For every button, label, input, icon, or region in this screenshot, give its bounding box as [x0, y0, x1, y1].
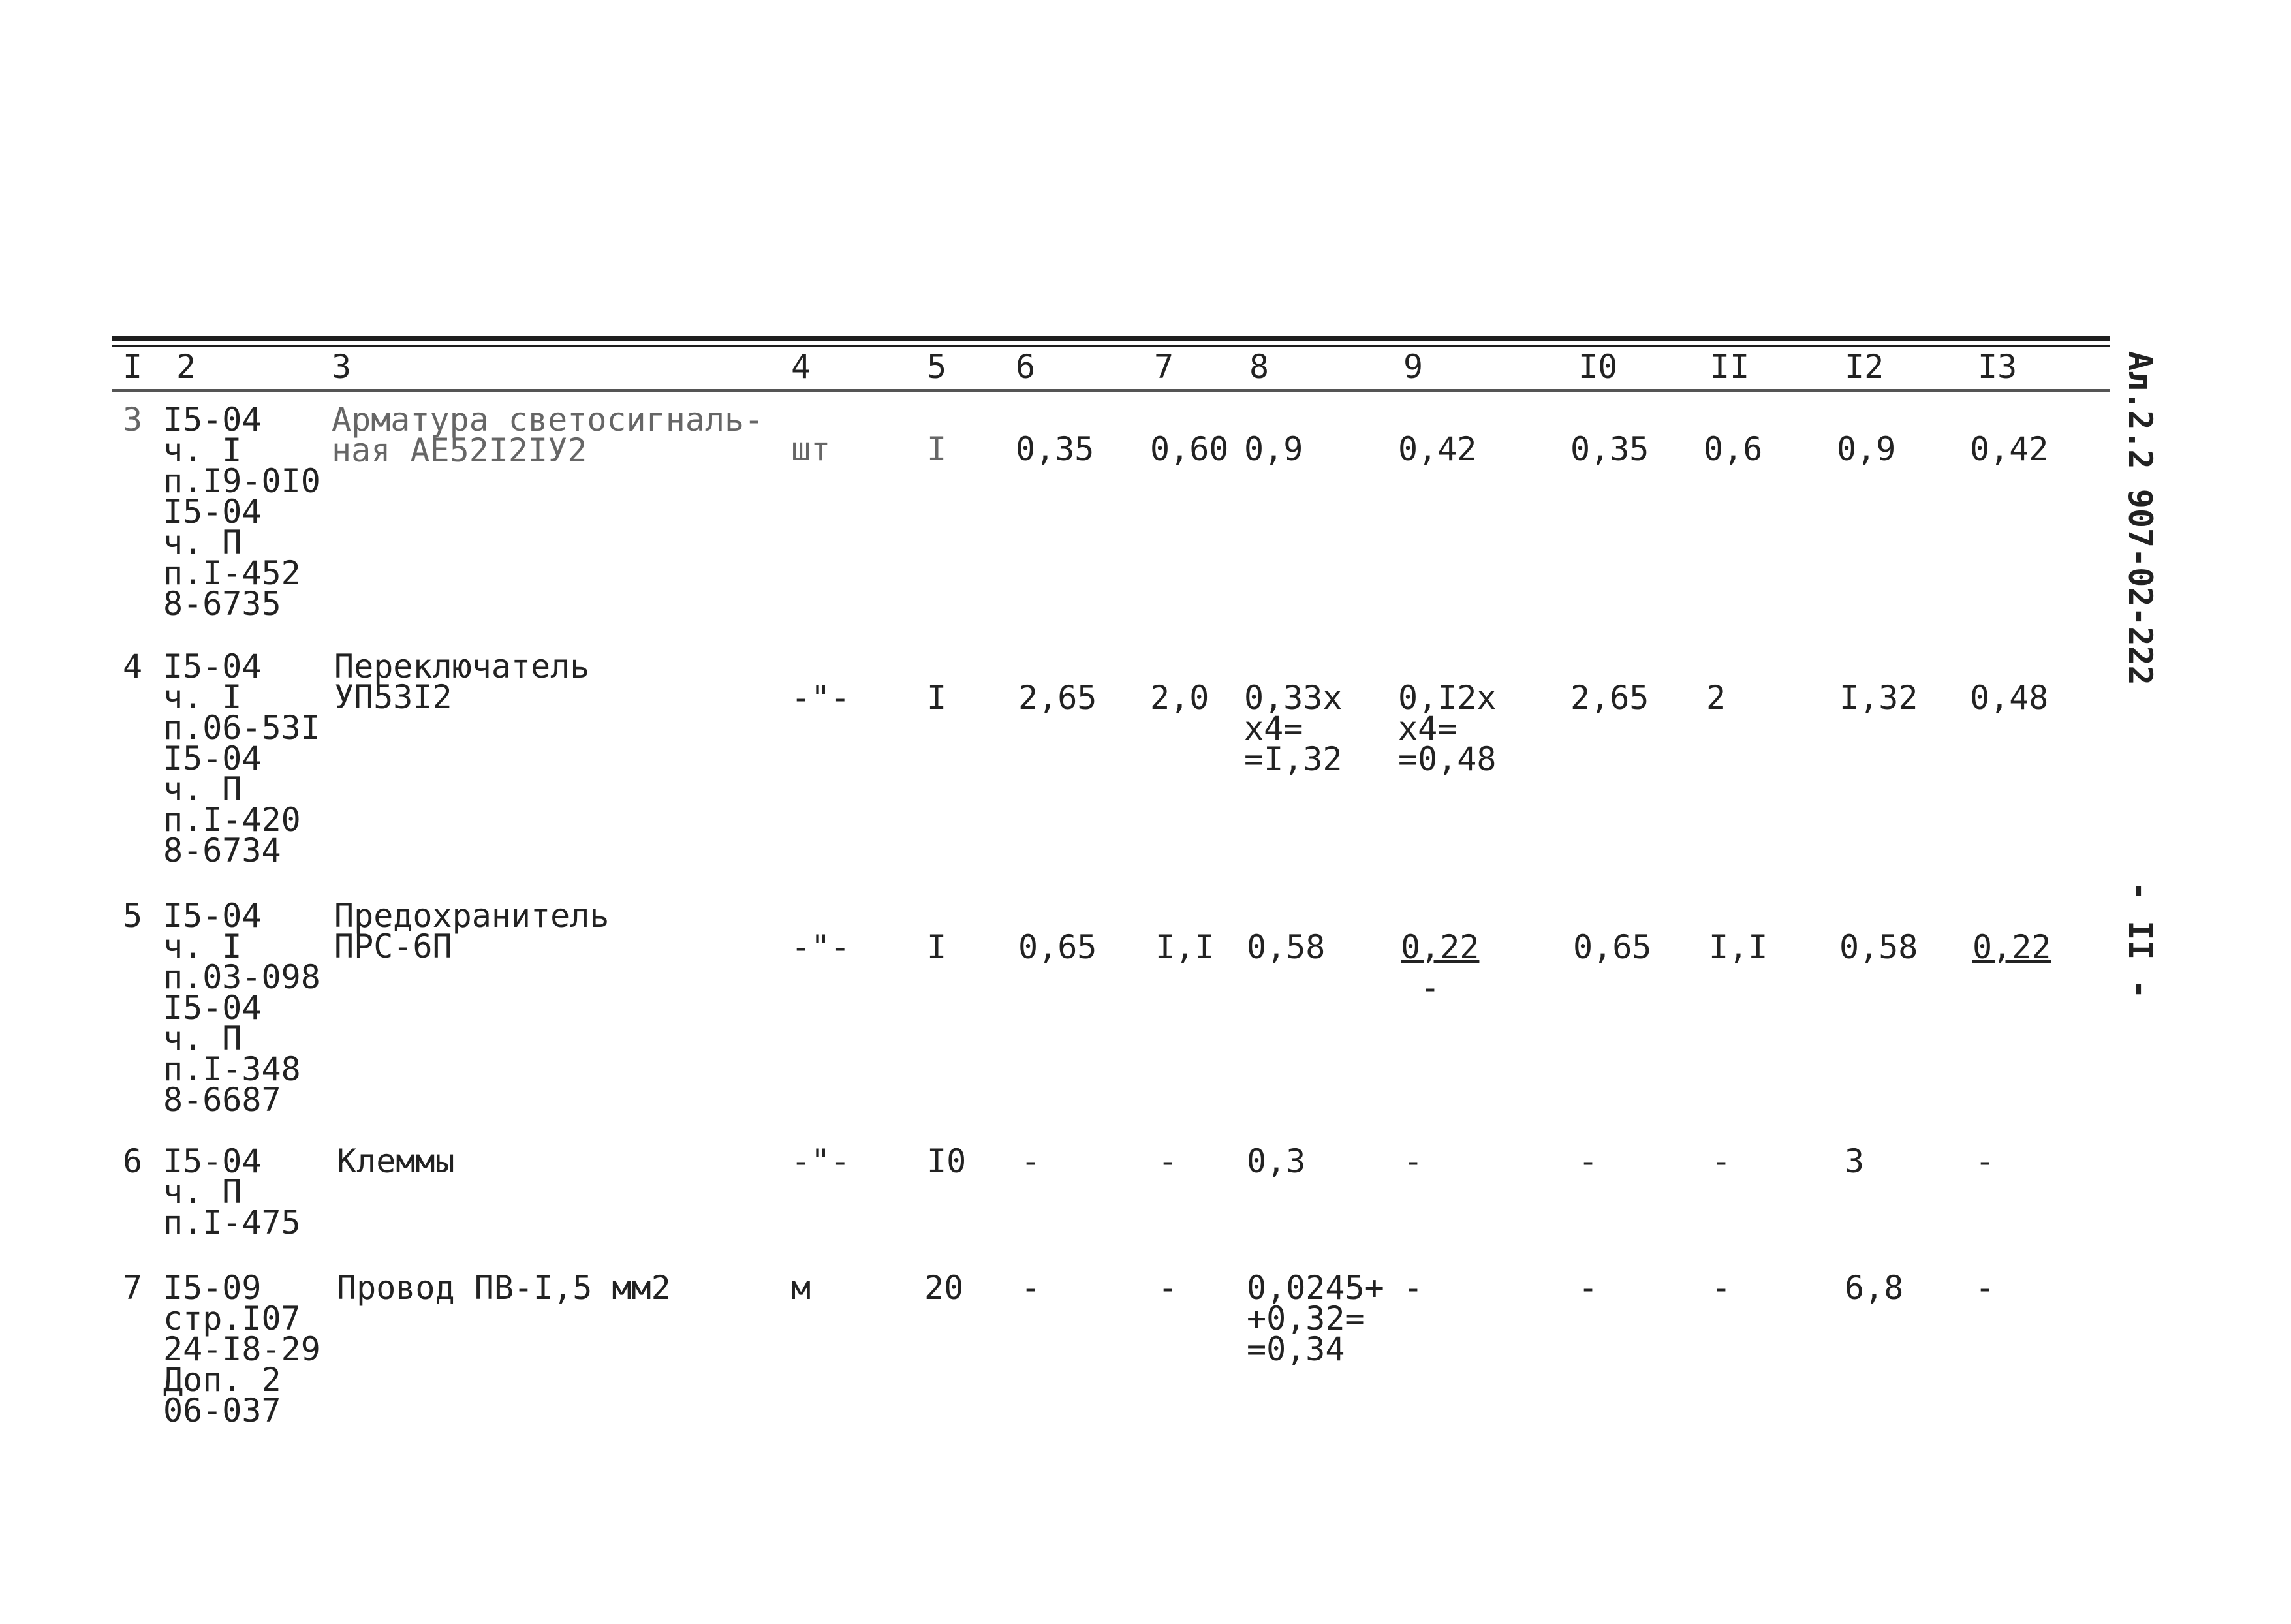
row-col10: -: [1578, 1142, 1598, 1180]
row-col13: -: [1975, 1142, 1995, 1180]
row-reference: I5-04 ч. П п.I-475: [163, 1142, 301, 1241]
header-bottom-rule: [112, 389, 2110, 392]
row-col10: 0,35: [1570, 430, 1649, 468]
row-name: Клеммы: [337, 1142, 455, 1180]
row-col9: 0,42: [1398, 430, 1477, 468]
col-header-8: 8: [1249, 348, 1270, 386]
row-col10: -: [1578, 1269, 1598, 1307]
row-col6: 0,65: [1018, 928, 1097, 966]
col-header-13: I3: [1978, 348, 2018, 386]
row-col8: 0,9: [1244, 430, 1303, 468]
col-header-4: 4: [791, 348, 811, 386]
row-number: 7: [123, 1269, 143, 1307]
row-quantity: 20: [924, 1269, 964, 1307]
row-unit: шт: [791, 430, 831, 468]
row-reference: I5-04 ч. I п.I9-0I0 I5-04 ч. П п.I-452 8-6735: [163, 401, 320, 623]
row-col6: 2,65: [1018, 679, 1097, 717]
col-header-1: I: [123, 348, 143, 386]
row-col12: I,32: [1839, 679, 1918, 717]
row-col7: 0,60: [1150, 430, 1229, 468]
col-header-12: I2: [1845, 348, 1884, 386]
row-col8: 0,3: [1247, 1142, 1306, 1180]
row-col7: I,I: [1155, 928, 1215, 966]
col-header-2: 2: [176, 348, 196, 386]
row-col11: -: [1711, 1142, 1732, 1180]
col-header-6: 6: [1016, 348, 1036, 386]
col-header-11: II: [1710, 348, 1750, 386]
row-unit: -"-: [791, 1142, 850, 1180]
row-col12: 6,8: [1845, 1269, 1904, 1307]
row-number: 5: [123, 897, 143, 935]
row-name: Переключатель УП53I2: [334, 648, 590, 716]
row-quantity: I: [927, 679, 947, 717]
row-col11: 0,6: [1704, 430, 1763, 468]
table-top-rule: [112, 336, 2110, 341]
row-col11: I,I: [1709, 928, 1768, 966]
row-col10: 0,65: [1573, 928, 1652, 966]
row-col6: -: [1021, 1269, 1041, 1307]
row-col11: -: [1711, 1269, 1732, 1307]
row-col9: 0,22: [1401, 928, 1480, 966]
row-col9: -: [1403, 1269, 1424, 1307]
row-col8: 0,58: [1247, 928, 1326, 966]
row-col13: 0,48: [1970, 679, 2049, 717]
col-header-7: 7: [1154, 348, 1174, 386]
col-header-9: 9: [1403, 348, 1424, 386]
row-col13: -: [1975, 1269, 1995, 1307]
row-col7: -: [1158, 1269, 1178, 1307]
row-col12: 3: [1845, 1142, 1865, 1180]
row-number: 3: [123, 401, 143, 439]
row-col13: 0,42: [1970, 430, 2049, 468]
row-name: Провод ПВ-I,5 мм2: [337, 1269, 671, 1307]
row-col6: -: [1021, 1142, 1041, 1180]
row-unit: -"-: [791, 679, 850, 717]
row-col11: 2: [1706, 679, 1726, 717]
row-col12: 0,9: [1837, 430, 1896, 468]
row-quantity: I: [927, 430, 947, 468]
row-col7: -: [1158, 1142, 1178, 1180]
row-col13: 0,22: [1972, 928, 2051, 966]
row-reference: I5-04 ч. I п.06-53I I5-04 ч. П п.I-420 8-6734: [163, 648, 320, 869]
table-top-rule-thin: [112, 345, 2110, 347]
row-col9-mark: -: [1420, 969, 1441, 1007]
col-header-5: 5: [927, 348, 947, 386]
row-quantity: I: [927, 928, 947, 966]
row-col10: 2,65: [1570, 679, 1649, 717]
document-code: Ал.2.2 907-02-222: [2121, 351, 2159, 685]
row-number: 4: [123, 648, 143, 685]
row-col9: 0,I2х х4= =0,48: [1398, 679, 1497, 778]
page-number: - II -: [2121, 881, 2159, 999]
col-header-3: 3: [332, 348, 352, 386]
row-col6: 0,35: [1016, 430, 1095, 468]
row-name: Предохранитель ПРС-6П: [334, 897, 610, 965]
row-reference: I5-04 ч. I п.03-098 I5-04 ч. П п.I-348 8-6687: [163, 897, 320, 1119]
row-name: Арматура светосигналь- ная АЕ52I2IУ2: [332, 401, 764, 469]
row-unit: -"-: [791, 928, 850, 966]
row-col7: 2,0: [1150, 679, 1209, 717]
row-col12: 0,58: [1839, 928, 1918, 966]
row-quantity: I0: [927, 1142, 967, 1180]
col-header-10: I0: [1578, 348, 1618, 386]
row-col9: -: [1403, 1142, 1424, 1180]
row-col8: 0,33х х4= =I,32: [1244, 679, 1343, 778]
row-reference: I5-09 стр.I07 24-I8-29 Доп. 2 06-037: [163, 1269, 320, 1429]
row-col8: 0,0245+ +0,32= =0,34: [1247, 1269, 1384, 1368]
row-unit: м: [791, 1269, 811, 1307]
row-number: 6: [123, 1142, 143, 1180]
